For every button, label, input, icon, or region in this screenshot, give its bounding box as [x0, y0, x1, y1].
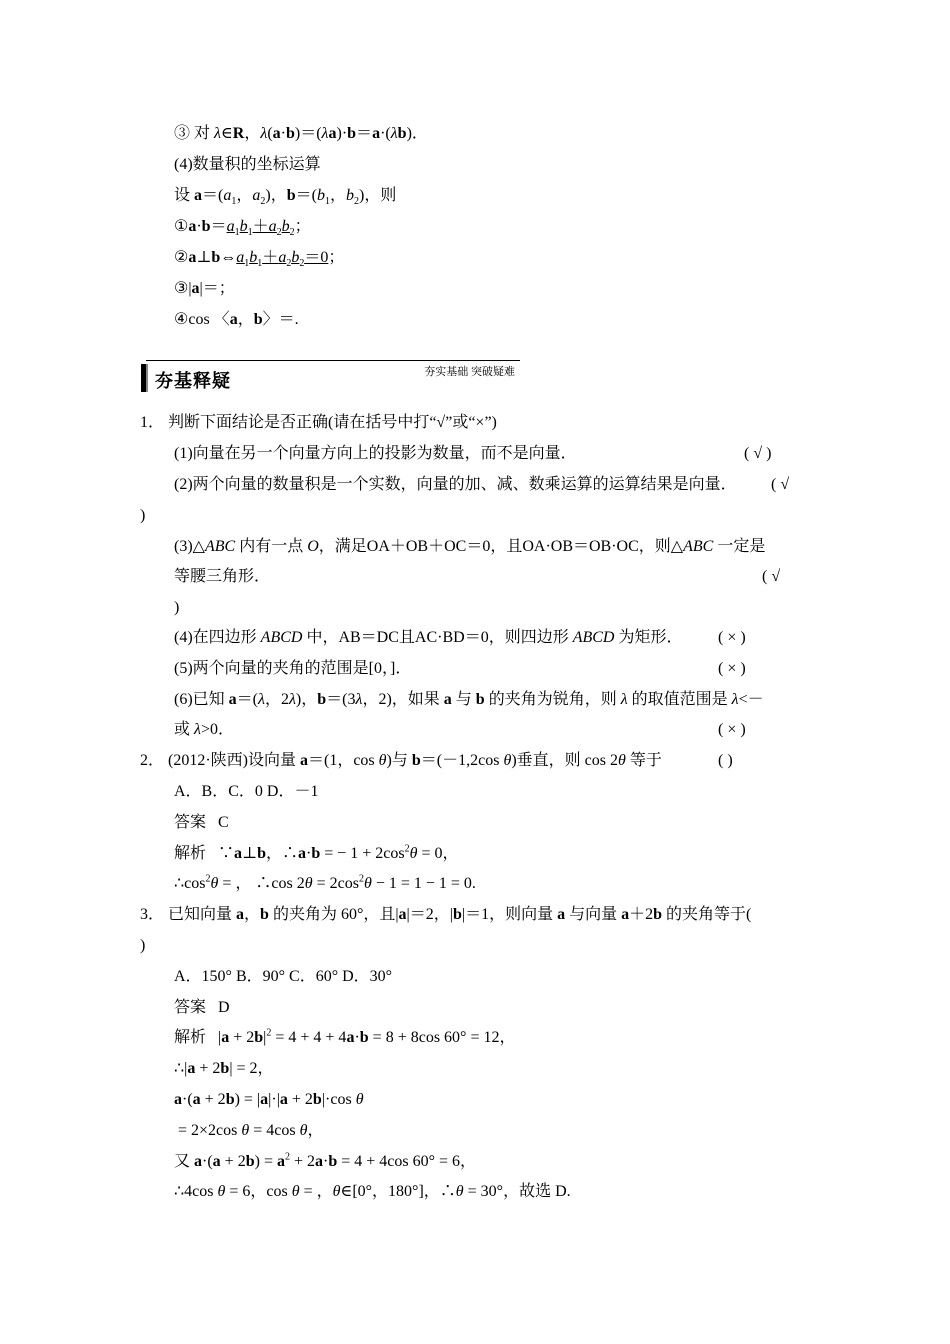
q1-mark-3: ( √ [762, 568, 781, 585]
q1-item-1: (1)向量在另一个向量方向上的投影为数量，而不是向量． [174, 445, 577, 462]
q1-mark-4: ( × ) [718, 629, 746, 646]
q1-item-4: (4)在四边形 ABCD 中，AB＝DC且AC·BD＝0，则四边形 ABCD 为矩形． [174, 629, 683, 646]
q1-stem: 1． 判断下面结论是否正确(请在括号中打“√”或“×”) [140, 414, 497, 431]
q2-stem: 2． (2012·陕西)设向量 a＝(1，cos θ)与 b＝(－1,2cos θ)垂直，则 cos 2θ 等于 [140, 752, 662, 769]
section-banner [141, 359, 521, 392]
q1-mark-6: ( × ) [718, 721, 746, 738]
q2-paren: ( ) [718, 752, 733, 769]
q1-mark-1: ( √ ) [744, 445, 772, 462]
q2-analysis-label: 解析 [174, 845, 207, 862]
q2-analysis-2: $\therefore\cos^2\theta$ = ， ∴cos $2\theta = 2\cos^2\theta - 1 = 1 - 1 = 0$. [174, 873, 476, 892]
coord-formula-3: ③|a|＝； [174, 280, 235, 297]
q1-item-2: (2)两个向量的数量积是一个实数，向量的加、减、数乘运算的运算结果是向量． [174, 476, 737, 493]
q3-options: A．150° B．90° C．60° D．30° [174, 968, 393, 985]
q1-item-3b: 等腰三角形． [174, 568, 271, 585]
q2-answer-value: C [218, 814, 229, 831]
q1-mark-3-close: ) [174, 599, 180, 616]
coord-setup: 设 $a=(a_1$，$a_2$)，$b=(b_1$，$b_2$)，则 [174, 187, 397, 208]
coord-formula-4: ④cos 〈a，b〉＝. [174, 311, 299, 328]
q3-analysis-6: ∴4cos θ = 6，cos θ = ，θ∈[0°，180°]，∴θ = 30°，故选 D. [174, 1183, 571, 1200]
q1-item-6b: 或 λ>0． [174, 721, 234, 738]
q2-options: A．B．C．0 D．－1 [174, 783, 319, 800]
q2-analysis: 解析 ∵a⊥b，∴a·b = − $1 + 2\cos^2\theta = 0$， [174, 843, 459, 862]
banner-shade [146, 364, 148, 392]
q3-analysis-1: 解析 $|a + 2b|^2 = 4 + 4 + 4a\cdot b = 8 + 8\cos$ 60° = 12， [174, 1027, 516, 1046]
q3-analysis-label: 解析 [174, 1029, 207, 1046]
q3-answer-label: 答案 [174, 999, 207, 1016]
q3-analysis-4: = 2×2cos θ = 4cos θ， [174, 1122, 324, 1139]
q3-answer-value: D [218, 999, 230, 1016]
q3-answer [174, 998, 230, 1018]
q1-item-5: (5)两个向量的夹角的范围是[0，]． [174, 660, 412, 677]
coord-heading: (4)数量积的坐标运算 [174, 156, 321, 173]
section-title: 夯基释疑 [155, 371, 231, 392]
q3-stem: 3． 已知向量 a，b 的夹角为 60°，且|a|＝2，|b|＝1，则向量 a 与向量 a＋2b 的夹角等于( [140, 906, 752, 923]
q1-item-6: (6)已知 a＝(λ，2λ)，b＝(3λ，2)，如果 a 与 b 的夹角为锐角，则 λ 的取值范围是 λ<－ [174, 691, 764, 708]
banner-line [146, 360, 520, 361]
q3-analysis-2: ∴|a + 2b| = 2， [174, 1060, 274, 1077]
section-subtitle: 夯实基础 突破疑难 [424, 366, 515, 378]
q2-answer-label: 答案 [174, 814, 207, 831]
q3-stem-close: ) [140, 937, 146, 954]
q1-mark-2-close: ) [140, 507, 146, 524]
q3-analysis-3: a·(a + 2b) = |a|·|a + 2b|·cos θ [174, 1091, 364, 1108]
q3-analysis-5: 又 $a\cdot(a + 2b) = a^2 + 2a\cdot b = 4 + 4\cos$ 60° = 6， [174, 1151, 477, 1170]
property-3: ③ 对 λ∈R，λ(a·b)＝(λa)·b＝a·(λb)． [174, 125, 428, 142]
q2-answer [174, 813, 229, 833]
coord-formula-2: $②a\perp b\Leftrightarrow a_1b_1+a_2b_2=0$； [174, 249, 345, 270]
q1-mark-5: ( × ) [718, 660, 746, 677]
coord-formula-1: $①a\cdot b=a_1b_1+a_2b_2$； [174, 218, 311, 239]
q1-mark-2: ( √ [771, 476, 790, 493]
q1-item-3: (3)△ABC 内有一点 O，满足OA＋OB＋OC＝0，且OA·OB＝OB·OC，则△ABC 一定是 [174, 538, 766, 555]
